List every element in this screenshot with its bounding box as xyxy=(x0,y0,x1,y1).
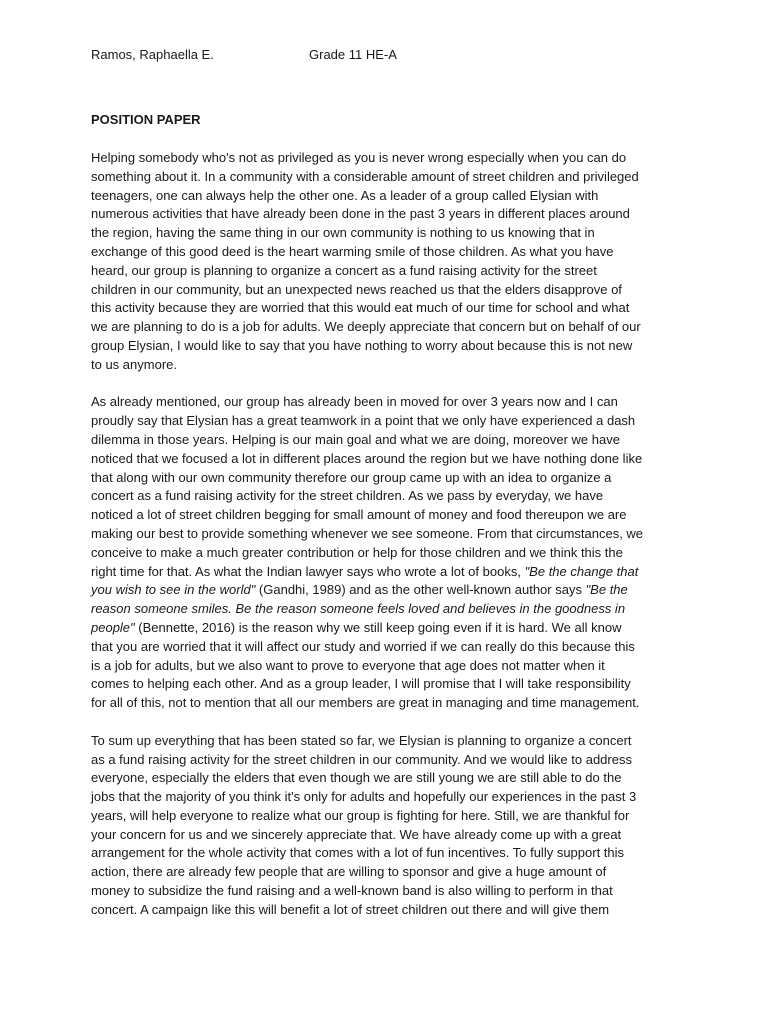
paragraph-2-lines-a xyxy=(91,393,691,562)
text-line: To sum up everything that has been stated so far, we Elysian is planning to organize a concert xyxy=(91,732,632,748)
text-line: Helping somebody who's not as privileged as you is never wrong especially when you can do xyxy=(91,150,627,165)
text-line: comes to helping each other. And as a group leader, I will promise that I will take responsibility xyxy=(91,676,631,692)
text-line: is a job for adults, but we also want to prove to everyone that age does not matter when it xyxy=(91,657,605,673)
text-line: dilemma in those years. Helping is our main goal and what we are doing, moreover we have xyxy=(91,431,620,447)
text-line: as a fund raising activity for the street children in our community. And we would like to address xyxy=(91,751,632,767)
paragraph-3 xyxy=(91,732,691,920)
text-line: heard, our group is planning to organize a concert as a fund raising activity for the street xyxy=(91,262,597,278)
author-name: Ramos, Raphaella E. xyxy=(91,47,214,62)
text-line: conceive to make a much greater contribution or help for those children and we think this the xyxy=(91,544,623,560)
text-line: children in our community, but an unexpected news reached us that the elders disapprove of xyxy=(91,281,622,297)
quote-line-4 xyxy=(91,619,691,638)
gandhi-quote-part-2: you wish to see in the world" xyxy=(91,582,256,598)
paragraph-1 xyxy=(91,149,691,375)
paragraph-2-lines-b xyxy=(91,638,691,713)
text-line: As already mentioned, our group has already been in moved for over 3 years now and I can xyxy=(91,394,618,410)
text-line: that you are worried that it will affect our study and worried if we can really do this because this xyxy=(91,638,635,654)
text-line: the region, having the same thing in our own community is nothing to us knowing that in xyxy=(91,225,595,241)
text-line: numerous activities that have already been done in the past 3 years in different places around xyxy=(91,206,630,222)
quote-line-1 xyxy=(91,563,691,582)
text-line: proudly say that Elysian has a great teamwork in a point that we only have experienced a dash xyxy=(91,413,636,429)
text-line: we are planning to do is a job for adults. We deeply appreciate that concern but on behalf of our xyxy=(91,319,641,335)
text-line: group Elysian, I would like to say that you have nothing to worry about because this is not new xyxy=(91,337,633,353)
document-body xyxy=(91,149,691,938)
grade-section: Grade 11 HE-A xyxy=(309,47,397,62)
text-line: noticed that we focused a lot in different places around the region but we have nothing done like xyxy=(91,450,643,466)
text-line: everyone, especially the elders that even though we are still young we are still able to do the xyxy=(91,770,622,786)
text-line: noticed a lot of street children begging for small amount of money and food thereupon we are xyxy=(91,507,627,523)
text-line: money to subsidize the fund raising and a well-known band is also willing to perform in that xyxy=(91,883,613,899)
text-line: teenagers, one can always help the other one. As a leader of a group called Elysian with xyxy=(91,187,599,203)
text-line: to us anymore. xyxy=(91,356,177,372)
bennette-citation: (Bennette, 2016) is the reason why we still keep going even if it is hard. We all know xyxy=(134,619,622,635)
paragraph-2 xyxy=(91,393,691,713)
gandhi-citation: (Gandhi, 1989) and as the other well-known author says xyxy=(255,582,586,598)
quote-line-3 xyxy=(91,600,691,619)
text-line: for all of this, not to mention that all our members are great in managing and time management. xyxy=(91,695,640,711)
document-title: POSITION PAPER xyxy=(91,112,201,127)
text-line: jobs that the majority of you think it's only for adults and hopefully our experiences in the past 3 xyxy=(91,789,637,805)
gandhi-quote-part-1: "Be the change that xyxy=(524,563,639,579)
text-line: something about it. In a community with a considerable amount of street children and privileged xyxy=(91,168,639,184)
quote-line-2 xyxy=(91,581,691,600)
bennette-quote-part-1: "Be the xyxy=(585,582,628,598)
text-line: this activity because they are worried that this would eat much of our time for school and what xyxy=(91,300,630,316)
text-line: that along with our own community therefore our group came up with an idea to organize a xyxy=(91,469,612,485)
paragraph-2-line-10: right time for that. As what the Indian lawyer says who wrote a lot of books, xyxy=(91,563,521,579)
text-line: concert. A campaign like this will benefit a lot of street children out there and will give them xyxy=(91,901,610,917)
text-line: exchange of this good deed is the heart warming smile of those children. As what you have xyxy=(91,243,614,259)
text-line: arrangement for the whole activity that comes with a lot of fun incentives. To fully support this xyxy=(91,845,625,861)
text-line: your concern for us and we sincerely appreciate that. We have already come up with a great xyxy=(91,826,622,842)
text-line: years, will help everyone to realize what our group is fighting for here. Still, we are thankful for xyxy=(91,807,630,823)
text-line: action, there are already few people that are willing to sponsor and give a huge amount of xyxy=(91,864,607,880)
bennette-quote-line-3: people" xyxy=(91,619,135,635)
bennette-quote-line-2: reason someone smiles. Be the reason someone feels loved and believes in the goodness in xyxy=(91,601,626,617)
text-line: concert as a fund raising activity for the street children. As we pass by everyday, we have xyxy=(91,488,604,504)
text-line: making our best to provide something whenever we see someone. From that circumstances, we xyxy=(91,525,644,541)
